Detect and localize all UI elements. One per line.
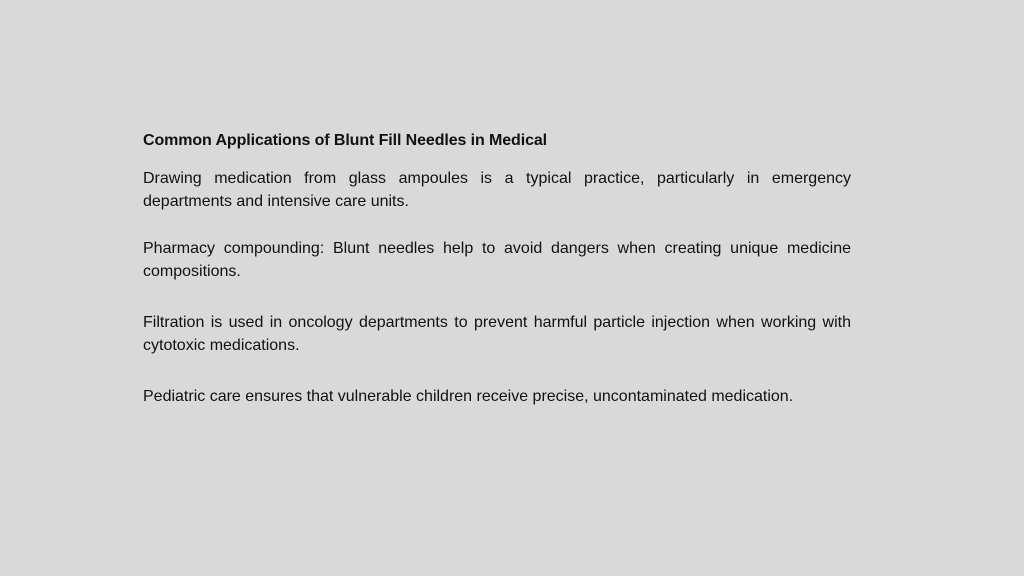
paragraph-pharmacy-compounding: Pharmacy compounding: Blunt needles help to avoid dangers when creating unique medicine compositions.: [143, 240, 851, 280]
slide-title: Common Applications of Blunt Fill Needles in Medical: [143, 132, 548, 149]
paragraph-ampoules: Drawing medication from glass ampoules is a typical practice, particularly in emergency departments and intensive care units.: [143, 170, 851, 210]
paragraph-pediatric-care: Pediatric care ensures that vulnerable children receive precise, uncontaminated medication.: [143, 388, 794, 405]
paragraph-filtration: Filtration is used in oncology departments to prevent harmful particle injection when working with cytotoxic medications.: [143, 314, 851, 354]
slide-content: [143, 129, 851, 408]
